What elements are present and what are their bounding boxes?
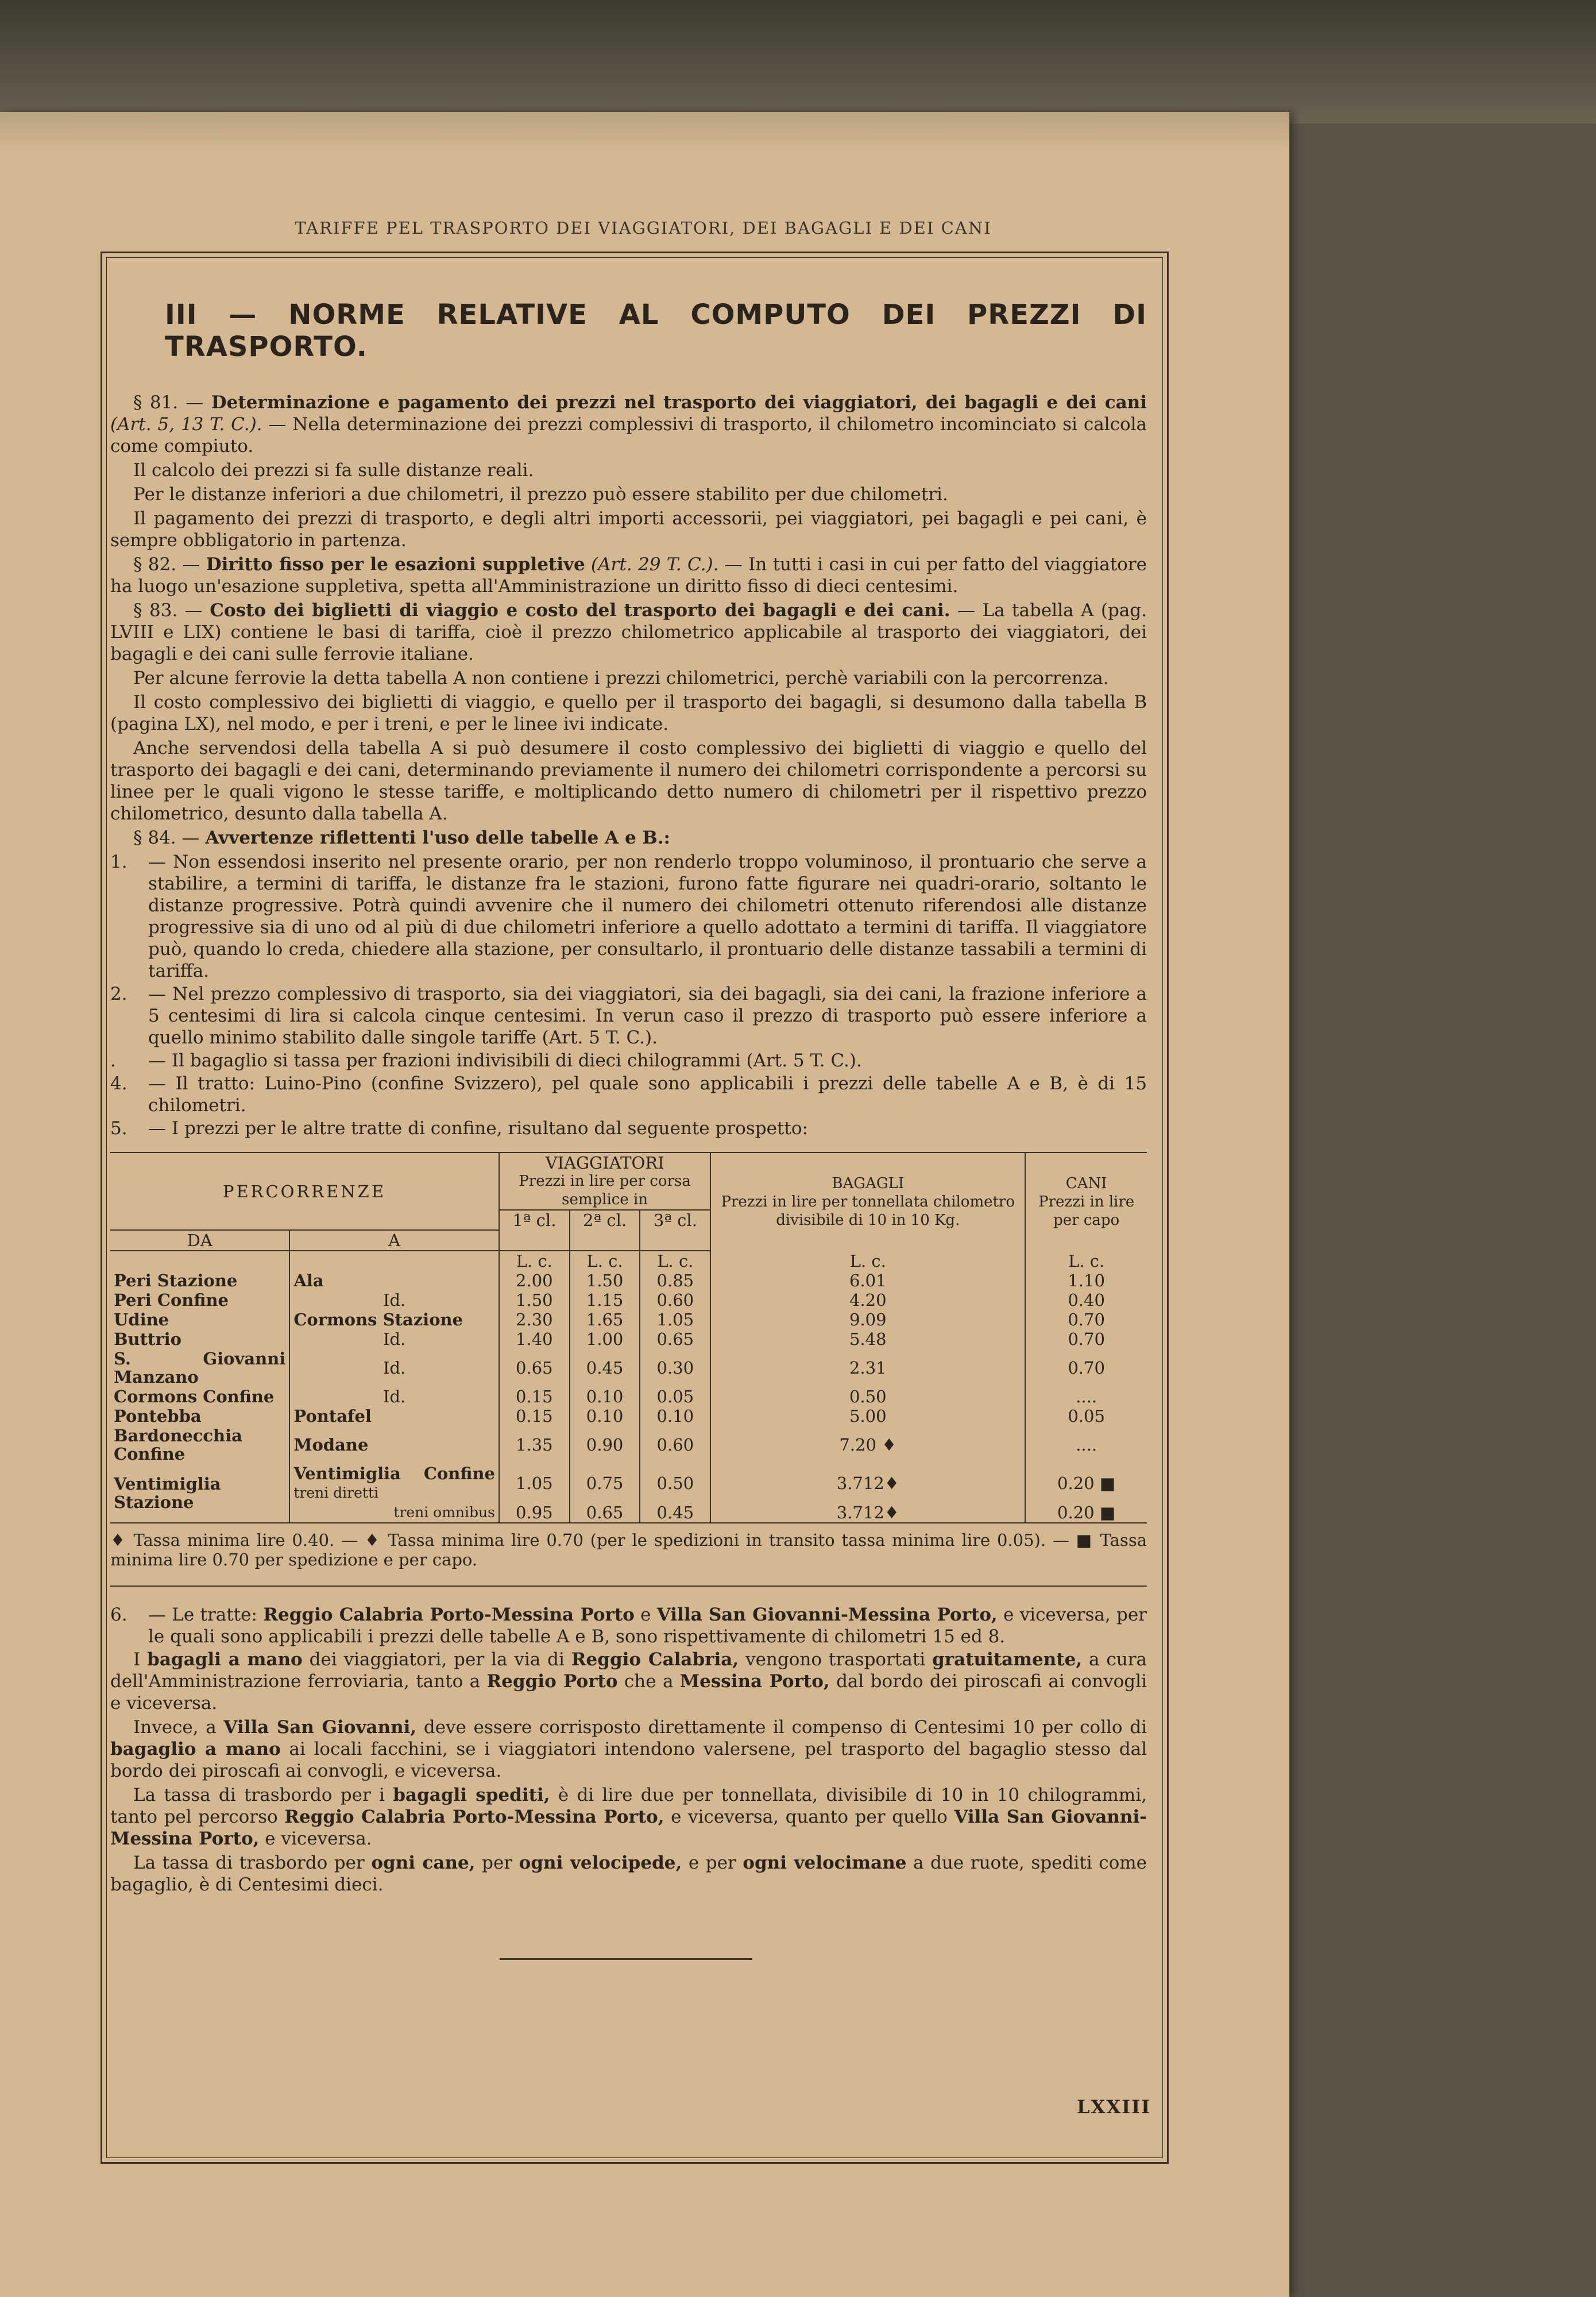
item-text: — Nel prezzo complessivo di trasporto, sia dei viaggiatori, sia dei bagagli, sia dei cani, la frazione inferiore a 5 centesimi di lira si calcola cinque centesimi. In verun caso il prezzo di trasporto può essere inferiore a quello minimo stabilito dalle singole tariffe (Art. 5 T. C.).: [148, 984, 1147, 1048]
list-item: [110, 1050, 1147, 1072]
item-text: — Il tratto: Luino-Pino (confine Svizzero), pel quale sono applicabili i prezzi delle tabelle A e B, è di 15 chilometri.: [148, 1073, 1147, 1116]
cell-c2: 1.15: [570, 1290, 640, 1310]
list-item: [110, 851, 1147, 982]
cell-c1: 1.50: [499, 1290, 570, 1310]
unit-cell: L. c.: [499, 1251, 570, 1271]
sec-heading: Determinazione e pagamento dei prezzi nel trasporto dei viaggiatori, dei bagagli e dei cani: [211, 392, 1147, 413]
cell-da: Ventimiglia Stazione: [110, 1464, 289, 1523]
header-cl1: 1ª cl.: [499, 1210, 570, 1230]
text-run: per: [475, 1853, 519, 1873]
cell-a: Modane: [289, 1426, 499, 1464]
cell-da: Buttrio: [114, 1329, 182, 1349]
para-81-2: Il calcolo dei prezzi si fa sulle distanze reali.: [133, 460, 534, 481]
text-run: I: [133, 1649, 148, 1670]
cell-a-label: Ventimiglia Confine: [293, 1464, 495, 1483]
text-bold: Reggio Porto: [486, 1671, 618, 1692]
cell-c2: 1.65: [570, 1310, 640, 1329]
cell-c3: 0.45: [640, 1503, 710, 1523]
unit-row: [110, 1251, 1147, 1271]
item-text: — Il bagaglio si tassa per frazioni indivisibili di dieci chilogrammi (Art. 5 T. C.).: [148, 1050, 862, 1071]
cell-da: Pontebba: [114, 1406, 202, 1426]
cell-a-sub: treni omnibus: [289, 1503, 499, 1523]
header-cl3-unit: [640, 1230, 710, 1251]
item-number: 1.: [110, 852, 127, 872]
table-row: [110, 1349, 1147, 1387]
table-row: [110, 1406, 1147, 1426]
header-a: A: [289, 1230, 499, 1251]
cell-c2: 0.75: [570, 1464, 640, 1503]
cell-a: Pontafel: [289, 1406, 499, 1426]
cell-c1: 2.30: [499, 1310, 570, 1329]
text-run: dal bordo dei piroscafi ai convogli e viceversa.: [110, 1671, 1147, 1714]
cell-c2: 0.45: [570, 1349, 640, 1387]
cell-da: Peri Confine: [114, 1290, 229, 1310]
text-bold: Villa San Giovanni,: [223, 1717, 417, 1738]
cell-a-sub: treni diretti: [293, 1484, 379, 1501]
cell-c1: 1.40: [499, 1329, 570, 1349]
sec-text: — In tutti i casi in cui per fatto del viaggiatore ha luogo un'esazione suppletiva, spetta all'Amministrazione un diritto fisso di dieci centesimi.: [110, 554, 1147, 597]
header-cani: [1025, 1153, 1147, 1251]
cell-bagagli: 5.48: [710, 1329, 1025, 1349]
sec-num: § 83. —: [133, 600, 210, 621]
sec-num: § 82. —: [133, 554, 206, 575]
text-bold: Reggio Calabria,: [571, 1649, 739, 1670]
cell-c2: 0.10: [570, 1387, 640, 1406]
cell-cani: ....: [1025, 1387, 1147, 1406]
text-run: — Le tratte:: [148, 1604, 264, 1625]
table-footnote: ♦ Tassa minima lire 0.40. — ♦ Tassa minima lire 0.70 (per le spedizioni in transito tassa minima lire 0.05). — ■ Tassa minima lire 0.70 per spedizione e per capo.: [110, 1530, 1147, 1587]
header-cl2: 2ª cl.: [570, 1210, 640, 1230]
cell-da: S. Giovanni Manzano: [114, 1349, 286, 1387]
bagagli-sub: Prezzi in lire per tonnellata chilometro divisibile di 10 in 10 Kg.: [721, 1193, 1015, 1229]
cell-bagagli: 9.09: [710, 1310, 1025, 1329]
para-81-3: Per le distanze inferiori a due chilometri, il prezzo può essere stabilito per due chilometri.: [133, 484, 948, 505]
text-run: a cura dell'Amministrazione ferroviaria, tanto a: [110, 1649, 1147, 1692]
header-viaggiatori: [499, 1153, 710, 1210]
cell-da: Peri Stazione: [114, 1271, 238, 1290]
cell-c1: 0.15: [499, 1406, 570, 1426]
sec-heading: Avvertenze riflettenti l'uso delle tabelle A e B.:: [205, 827, 670, 848]
cell-c3: 0.05: [640, 1387, 710, 1406]
header-da: DA: [110, 1230, 289, 1251]
list-item: [110, 1117, 1147, 1139]
header-cl3: 3ª cl.: [640, 1210, 710, 1230]
text-bold: Villa San Giovanni-Messina Porto,: [656, 1604, 998, 1625]
item-number: 4.: [110, 1073, 127, 1094]
text-run: Invece, a: [133, 1717, 224, 1738]
header-cl2-unit: [570, 1230, 640, 1251]
sec-text: — Nella determinazione dei prezzi complessivi di trasporto, il chilometro incominciato si calcola come compiuto.: [110, 414, 1147, 457]
cell-bagagli: 4.20: [710, 1290, 1025, 1310]
cell-a: Cormons Stazione: [289, 1310, 499, 1329]
cell-c3: 0.85: [640, 1271, 710, 1290]
text-bold: bagagli a mano: [147, 1649, 303, 1670]
text-bold: ogni velocipede,: [519, 1853, 682, 1873]
text-run: e: [634, 1604, 657, 1625]
text-run: e viceversa, per le quali sono applicabili i prezzi delle tabelle A e B, sono rispettivamente di chilometri 15 ed 8.: [148, 1604, 1147, 1647]
text-bold: Reggio Calabria Porto-Messina Porto,: [284, 1807, 664, 1827]
cell-c2: 1.50: [570, 1271, 640, 1290]
text-bold: gratuitamente,: [932, 1649, 1083, 1670]
text-bold: bagaglio a mano: [110, 1739, 281, 1760]
cell-empty: [289, 1251, 499, 1271]
cell-bagagli: 0.50: [710, 1387, 1025, 1406]
cell-bagagli: 5.00: [710, 1406, 1025, 1426]
item-number: .: [110, 1050, 116, 1071]
text-run: vengono trasportati: [739, 1649, 933, 1670]
para-83: [110, 600, 1147, 665]
table-header-row: [110, 1153, 1147, 1210]
para-83-3: Il costo complessivo dei biglietti di viaggio, e quello per il trasporto dei bagagli, si desumono dalla tabella B (pagina LX), nel modo, e per i treni, e per le linee ivi indicate.: [110, 692, 1147, 734]
cell-c3: 0.65: [640, 1329, 710, 1349]
cell-bagagli: 2.31: [710, 1349, 1025, 1387]
table-row: [110, 1290, 1147, 1310]
cell-c3: 0.30: [640, 1349, 710, 1387]
para-tail-1: [110, 1649, 1147, 1714]
cell-cani: 0.70: [1025, 1310, 1147, 1329]
unit-cell: L. c.: [1025, 1251, 1147, 1271]
table-row: [110, 1329, 1147, 1349]
sec-text: — La tabella A (pag. LVIII e LIX) contiene le basi di tariffa, cioè il prezzo chilometrico applicabile al trasporto dei viaggiatori, dei bagagli e dei cani sulle ferrovie italiane.: [110, 600, 1147, 664]
item-text: — I prezzi per le altre tratte di confine, risultano dal seguente prospetto:: [148, 1118, 808, 1139]
header-percorrenze: PERCORRENZE: [110, 1153, 499, 1230]
closing-rule: [500, 1958, 752, 1960]
sec-num: § 84. —: [133, 827, 206, 848]
list-item: [110, 1604, 1147, 1648]
para-82: [110, 554, 1147, 597]
cell-a: Id.: [289, 1290, 499, 1310]
cell-cani: 0.70: [1025, 1349, 1147, 1387]
cell-c3: 0.10: [640, 1406, 710, 1426]
page-content: [110, 299, 1147, 1898]
cell-cani: 0.70: [1025, 1329, 1147, 1349]
para-tail-4: [110, 1852, 1147, 1896]
cell-da: Bardonecchia Confine: [114, 1426, 242, 1464]
cell-a: Ala: [289, 1271, 499, 1290]
cell-bagagli: 3.712♦: [710, 1464, 1025, 1503]
table-row: [110, 1387, 1147, 1406]
cell-bagagli: 7.20 ♦: [710, 1426, 1025, 1464]
cell-c1: 1.05: [499, 1464, 570, 1503]
cell-c3: 0.60: [640, 1426, 710, 1464]
header-bagagli: [710, 1153, 1025, 1251]
text-bold: Messina Porto,: [679, 1671, 830, 1692]
cani-sub: Prezzi in lire per capo: [1038, 1193, 1135, 1229]
cell-a: [289, 1464, 499, 1503]
sec-ref: (Art. 5, 13 T. C.).: [110, 414, 269, 435]
unit-cell: L. c.: [570, 1251, 640, 1271]
header-cl1-unit: [499, 1230, 570, 1251]
cell-cani: 0.05: [1025, 1406, 1147, 1426]
cell-da: Cormons Confine: [114, 1387, 275, 1406]
para-83-2: Per alcune ferrovie la detta tabella A non contiene i prezzi chilometrici, perchè variabili con la percorrenza.: [133, 668, 1109, 689]
para-81: [110, 392, 1147, 457]
para-tail-3: [110, 1784, 1147, 1850]
para-84: [110, 827, 1147, 849]
text-bold: Villa San Giovanni-Messina Porto,: [110, 1807, 1147, 1849]
list-item: [110, 983, 1147, 1049]
text-run: e viceversa.: [259, 1828, 372, 1849]
running-head: TARIFFE PEL TRASPORTO DEI VIAGGIATORI, DEI BAGAGLI E DEI CANI: [295, 218, 992, 238]
table-row: [110, 1426, 1147, 1464]
cell-c3: 0.60: [640, 1290, 710, 1310]
cani-title: CANI: [1065, 1175, 1107, 1192]
table-row: [110, 1464, 1147, 1503]
text-run: a due ruote, spediti come bagaglio, è di Centesimi dieci.: [110, 1853, 1147, 1895]
cell-c1: 2.00: [499, 1271, 570, 1290]
cell-c1: 0.15: [499, 1387, 570, 1406]
text-run: e viceversa, quanto per quello: [664, 1807, 954, 1827]
cell-a: Id.: [289, 1329, 499, 1349]
table-row: [110, 1310, 1147, 1329]
para-83-4: Anche servendosi della tabella A si può desumere il costo complessivo dei biglietti di viaggio e quello del trasporto dei bagagli e dei cani, determinando previamente il numero dei chilometri corrispondente a percorsi su linee per le quali vigono le stesse tariffe, e moltiplicando detto numero di chilometri per il rispettivo prezzo chilometrico, desunto dalla tabella A.: [110, 738, 1147, 824]
cell-c2: 1.00: [570, 1329, 640, 1349]
text-bold: Reggio Calabria Porto-Messina Porto: [263, 1604, 635, 1625]
list-item: [110, 1073, 1147, 1116]
cell-cani: 1.10: [1025, 1271, 1147, 1290]
para-81-4: Il pagamento dei prezzi di trasporto, e degli altri importi accessorii, pei viaggiatori, pei bagagli e pei cani, è sempre obbligatorio in partenza.: [110, 508, 1147, 551]
cell-c1: 0.95: [499, 1503, 570, 1523]
text-bold: bagagli spediti,: [393, 1785, 550, 1805]
cell-c2: 0.65: [570, 1503, 640, 1523]
item-text: — Non essendosi inserito nel presente orario, per non renderlo troppo voluminoso, il prontuario che serve a stabilire, a termini di tariffa, le distanze fra le stazioni, furono fatte figurare nei quadri-orario, soltanto le distanze progressive. Potrà quindi avvenire che il numero dei chilometri ottenuto riferendosi alle distanze progressive sia di uno od al più di due chilometri inferiore a quello adottato a termini di tariffa. Il viaggiatore può, quando lo creda, chiedere alla stazione, per consultarlo, il prontuario delle distanze tassabili a termini di tariffa.: [148, 852, 1147, 981]
cell-a: Id.: [289, 1387, 499, 1406]
cell-c3: 1.05: [640, 1310, 710, 1329]
cell-bagagli: 3.712♦: [710, 1503, 1025, 1523]
text-run: ai locali facchini, se i viaggiatori intendono valersene, pel trasporto del bagaglio stesso dal bordo dei piroscafi ai convogli, e viceversa.: [110, 1739, 1147, 1781]
cell-cani: 0.40: [1025, 1290, 1147, 1310]
sec-heading: Costo dei biglietti di viaggio e costo del trasporto dei bagagli e dei cani.: [210, 600, 950, 621]
cell-c1: 1.35: [499, 1426, 570, 1464]
page-edge: [0, 112, 1289, 152]
table-row: [110, 1271, 1147, 1290]
para-tail-2: [110, 1716, 1147, 1782]
scan-background: [0, 0, 1596, 123]
cell-c3: 0.50: [640, 1464, 710, 1503]
bagagli-title: BAGAGLI: [832, 1175, 905, 1192]
text-run: La tassa di trasbordo per i: [133, 1785, 393, 1805]
item-number: 2.: [110, 984, 127, 1004]
item-number: 6.: [110, 1604, 127, 1625]
cell-da: Udine: [114, 1310, 169, 1329]
section-title: III — NORME RELATIVE AL COMPUTO DEI PREZZI DI TRASPORTO.: [165, 299, 1147, 363]
cell-empty: [110, 1251, 289, 1271]
cell-c1: 0.65: [499, 1349, 570, 1387]
sec-num: § 81. —: [133, 392, 211, 413]
cell-cani: ....: [1025, 1426, 1147, 1464]
text-bold: ogni velocimane: [743, 1853, 907, 1873]
text-run: e per: [682, 1853, 743, 1873]
text-run: che a: [617, 1671, 680, 1692]
text-bold: ogni cane,: [371, 1853, 476, 1873]
cell-a: Id.: [289, 1349, 499, 1387]
text-run: dei viaggiatori, per la via di: [302, 1649, 571, 1670]
cell-cani: 0.20 ■: [1025, 1503, 1147, 1523]
cell-bagagli: 6.01: [710, 1271, 1025, 1290]
cell-c2: 0.90: [570, 1426, 640, 1464]
border-fares-table: [110, 1152, 1147, 1523]
item-number: 5.: [110, 1118, 127, 1139]
viagg-sub: Prezzi in lire per corsa semplice in: [519, 1173, 691, 1208]
page-number: LXXIII: [1077, 2096, 1151, 2118]
sec-heading: Diritto fisso per le esazioni suppletive: [206, 554, 585, 575]
cell-c2: 0.10: [570, 1406, 640, 1426]
unit-cell: L. c.: [710, 1251, 1025, 1271]
unit-cell: L. c.: [640, 1251, 710, 1271]
cell-cani: 0.20 ■: [1025, 1464, 1147, 1503]
text-run: deve essere corrisposto direttamente il compenso di Centesimi 10 per collo di: [416, 1717, 1147, 1738]
text-run: La tassa di trasbordo per: [133, 1853, 372, 1873]
item-text: [148, 1604, 1147, 1648]
text-run: è di lire due per tonnellata, divisibile di 10 in 10 chilogrammi, tanto pel percorso: [110, 1785, 1147, 1827]
viagg-title: VIAGGIATORI: [545, 1153, 664, 1173]
sec-ref: (Art. 29 T. C.).: [585, 554, 725, 575]
